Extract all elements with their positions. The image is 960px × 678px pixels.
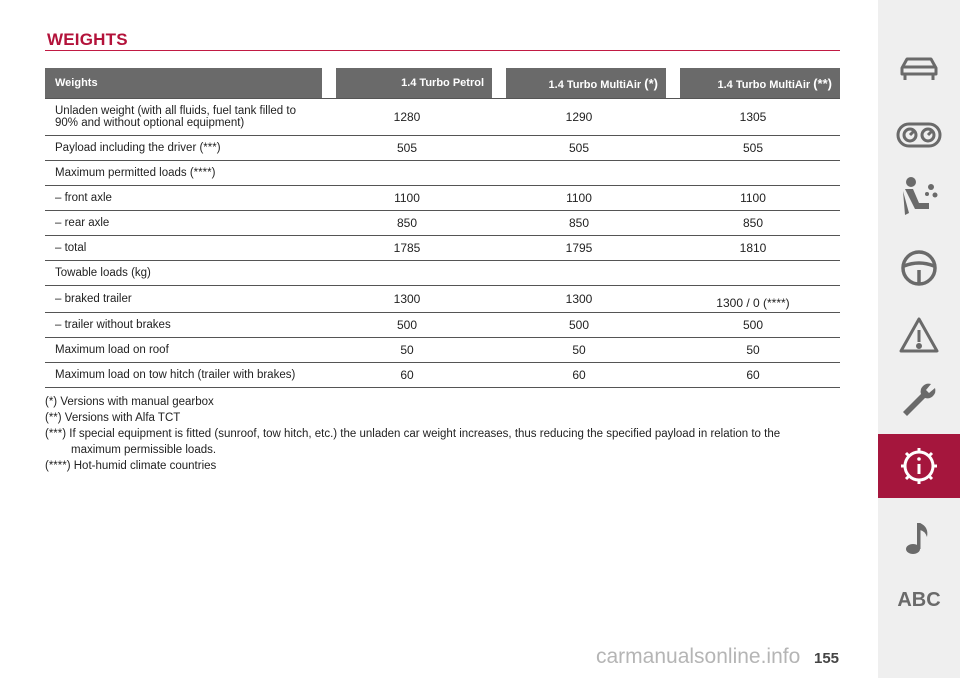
cell-multiair-tct: 505 <box>666 136 840 161</box>
table-row <box>45 136 840 161</box>
table-row <box>45 261 840 286</box>
cell-multiair-tct: 1300 / 0 (****) <box>666 286 840 313</box>
row-label: Payload including the driver (***) <box>45 136 322 161</box>
footnote-hot-humid: (****) Hot-humid climate countries <box>45 460 217 472</box>
cell-petrol: 500 <box>322 313 492 338</box>
wrench-icon[interactable] <box>878 368 960 432</box>
table-row <box>45 286 840 313</box>
cell-multiair-manual: 1100 <box>492 186 666 211</box>
cell-multiair-tct: 60 <box>666 363 840 388</box>
cell-multiair-tct: 850 <box>666 211 840 236</box>
header-turbo-petrol: 1.4 Turbo Petrol <box>322 68 492 98</box>
table-row <box>45 161 840 186</box>
header-multiair-manual <box>492 68 666 98</box>
header-multiair-manual-label: 1.4 Turbo MultiAir <box>548 78 642 91</box>
seat-airbag-icon[interactable] <box>878 165 960 229</box>
cell-multiair-manual: 1795 <box>492 236 666 261</box>
header-multiair-tct-label: 1.4 Turbo MultiAir <box>717 78 811 91</box>
cell-petrol: 850 <box>322 211 492 236</box>
weights-table <box>45 68 840 388</box>
cell-multiair-tct: 500 <box>666 313 840 338</box>
row-label-line2: 90% and without optional equipment) <box>55 117 245 129</box>
table-row <box>45 338 840 363</box>
cell-multiair-manual: 500 <box>492 313 666 338</box>
row-label-line1: Unladen weight (with all fluids, fuel tank filled to <box>55 105 296 117</box>
cell-multiair-tct: 1810 <box>666 236 840 261</box>
cell-multiair-manual: 850 <box>492 211 666 236</box>
cell-petrol: 50 <box>322 338 492 363</box>
technical-data-gear-icon[interactable] <box>878 434 960 498</box>
table-row <box>45 313 840 338</box>
chapter-sidebar <box>878 0 960 678</box>
cell-multiair-tct: 1100 <box>666 186 840 211</box>
footnotes <box>45 394 835 474</box>
header-multiair-tct-mark: (**) <box>813 75 832 91</box>
car-icon[interactable] <box>878 37 960 101</box>
cell-petrol: 60 <box>322 363 492 388</box>
cell-multiair-manual: 1300 <box>492 286 666 313</box>
steering-wheel-icon[interactable] <box>878 236 960 300</box>
abc-index-label: ABC <box>897 588 941 611</box>
table-row <box>45 186 840 211</box>
footnote-special-equipment: (***) If special equipment is fitted (sunroof, tow hitch, etc.) the unladen car weight increases, thus reducing the specified payload in relation to the <box>45 428 781 440</box>
table-row <box>45 98 840 136</box>
row-label: Maximum permitted loads (****) <box>45 161 322 186</box>
header-multiair-manual-mark: (*) <box>644 75 658 91</box>
cell-multiair-manual: 1290 <box>492 98 666 136</box>
cell-multiair-manual: 50 <box>492 338 666 363</box>
row-label: – trailer without brakes <box>45 313 322 338</box>
table-row <box>45 363 840 388</box>
cell-petrol: 1785 <box>322 236 492 261</box>
cell-multiair-tct: 1305 <box>666 98 840 136</box>
title-divider <box>45 50 840 51</box>
cell-petrol: 1280 <box>322 98 492 136</box>
row-label: – front axle <box>45 186 322 211</box>
row-label: – braked trailer <box>45 286 322 313</box>
footnote-alfa-tct: (**) Versions with Alfa TCT <box>45 412 181 424</box>
footnote-manual-gearbox: (*) Versions with manual gearbox <box>45 396 214 408</box>
page-title: WEIGHTS <box>47 30 128 49</box>
row-label: – rear axle <box>45 211 322 236</box>
cell-multiair-manual: 60 <box>492 363 666 388</box>
header-weights: Weights <box>45 68 322 98</box>
cell-multiair-tct: 50 <box>666 338 840 363</box>
table-row <box>45 211 840 236</box>
footnote-special-equipment-continued: maximum permissible loads. <box>71 444 217 456</box>
table-header-row <box>45 68 840 98</box>
dashboard-gauges-icon[interactable] <box>878 103 960 167</box>
cell-petrol: 505 <box>322 136 492 161</box>
cell-multiair-manual: 505 <box>492 136 666 161</box>
music-note-icon[interactable] <box>878 505 960 569</box>
cell-petrol: 1300 <box>322 286 492 313</box>
warning-triangle-icon[interactable] <box>878 303 960 367</box>
row-label: Maximum load on tow hitch (trailer with brakes) <box>45 363 322 388</box>
watermark: carmanualsonline.info <box>596 645 801 668</box>
row-label: Maximum load on roof <box>45 338 322 363</box>
page-number: 155 <box>814 650 840 667</box>
row-label <box>45 98 322 136</box>
row-label: – total <box>45 236 322 261</box>
header-multiair-tct <box>666 68 840 98</box>
abc-index-icon[interactable] <box>878 568 960 632</box>
table-row <box>45 236 840 261</box>
row-label: Towable loads (kg) <box>45 261 322 286</box>
cell-petrol: 1100 <box>322 186 492 211</box>
